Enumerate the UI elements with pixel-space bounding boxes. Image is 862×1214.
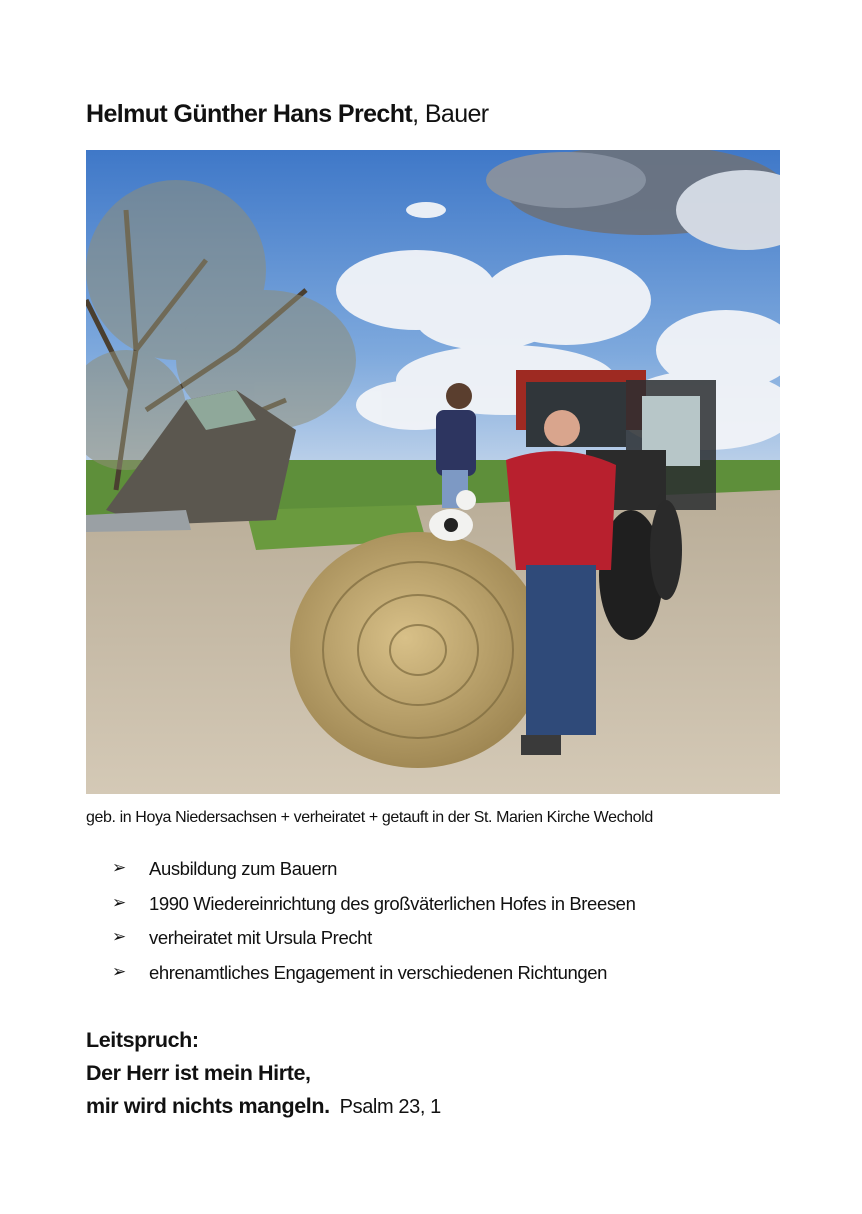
person-name: Helmut Günther Hans Precht: [86, 100, 413, 128]
portrait-photo: [86, 150, 780, 794]
biography-list: [112, 858, 635, 996]
list-item: ➢ verheiratet mit Ursula Precht: [112, 927, 372, 948]
motto-line-1: Der Herr ist mein Hirte,: [86, 1061, 311, 1085]
list-item: ➢ 1990 Wiedereinrichtung des großväterlichen Hofes in Breesen: [112, 892, 636, 914]
list-item: ➢ Ausbildung zum Bauern: [112, 858, 338, 879]
arrow-bullet-icon: ➢: [112, 961, 126, 981]
psalm-reference: Psalm 23, 1: [339, 1096, 441, 1118]
arrow-bullet-icon: ➢: [112, 892, 126, 912]
arrow-bullet-icon: ➢: [112, 858, 126, 877]
motto-section: [86, 1024, 441, 1124]
page-title: [86, 100, 489, 129]
arrow-bullet-icon: ➢: [112, 927, 126, 946]
birth-info-caption: geb. in Hoya Niedersachsen + verheiratet + getauft in der St. Marien Kirche Wechold: [86, 809, 653, 826]
person-role: , Bauer: [412, 100, 489, 128]
motto-line-2: mir wird nichts mangeln.: [86, 1094, 330, 1118]
motto-heading: Leitspruch:: [86, 1028, 199, 1052]
list-item: ➢ ehrenamtliches Engagement in verschiedenen Richtungen: [112, 961, 608, 983]
